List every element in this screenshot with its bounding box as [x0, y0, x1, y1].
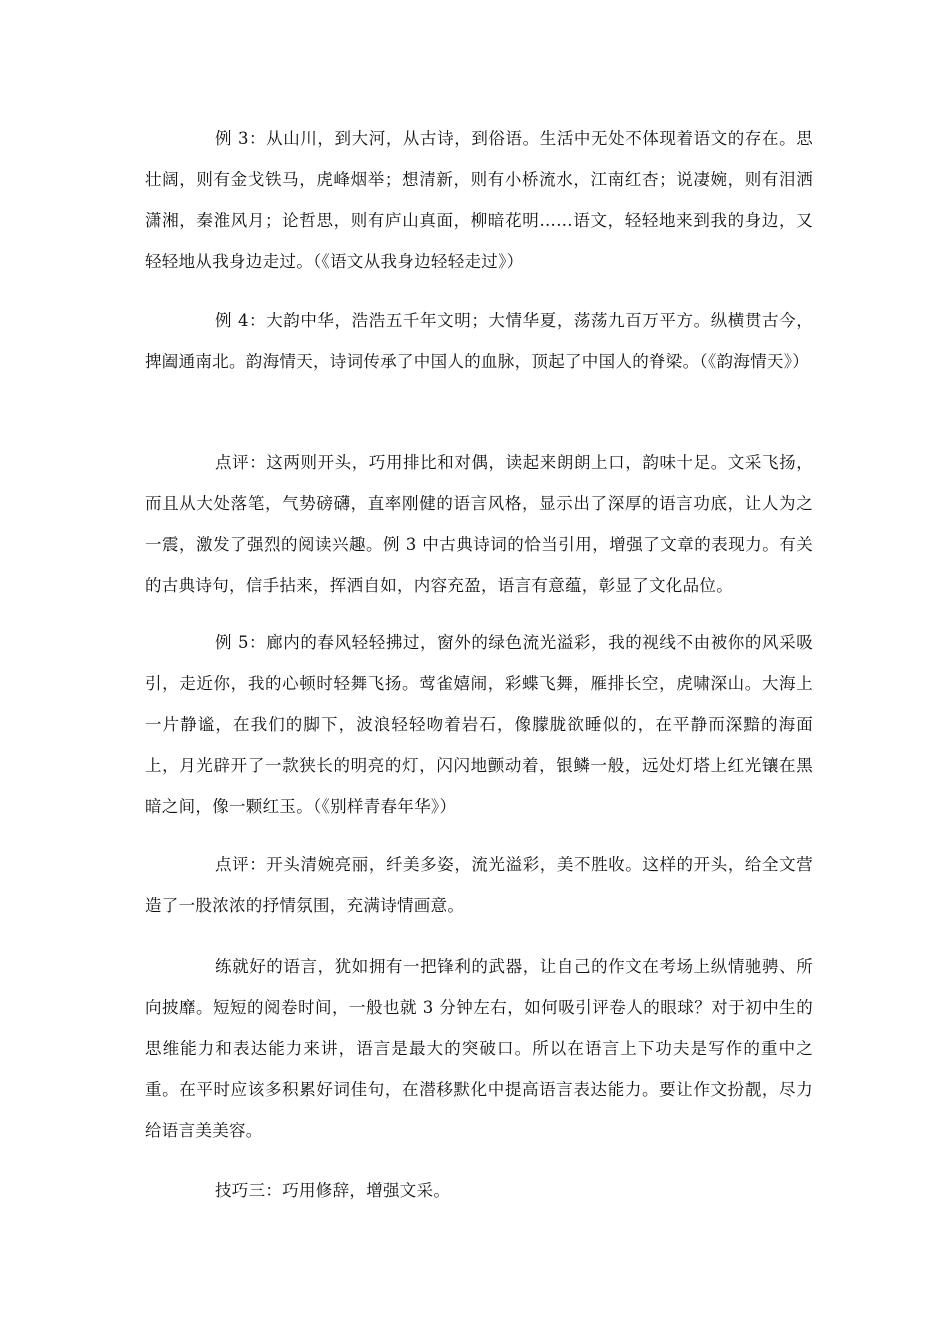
paragraph-technique-3-heading: 技巧三：巧用修辞，增强文采。: [215, 1181, 451, 1200]
paragraph-comment-2: 点评：开头清婉亮丽，纤美多姿，流光溢彩，美不胜收。这样的开头，给全文营造了一股浓浓的抒情氛围，充满诗情画意。: [145, 855, 813, 915]
paragraph-comment-1: 点评：这两则开头，巧用排比和对偶，读起来朗朗上口，韵味十足。文采飞扬，而且从大处落笔，气势磅礴，直率刚健的语言风格，显示出了深厚的语言功底，让人为之一震，激发了强烈的阅读兴趣。例 3 中古典诗词的恰当引用，增强了文章的表现力。有关的古典诗句，信手拈来，挥洒自如，内容充盈，语言有意蕴，彰显了文化品位。: [145, 453, 813, 595]
paragraph-example-5: 例 5：廊内的春风轻轻拂过，窗外的绿色流光溢彩，我的视线不由被你的风采吸引，走近你，我的心顿时轻舞飞扬。莺雀嬉闹，彩蝶飞舞，雁排长空，虎啸深山。大海上一片静谧，在我们的脚下，波浪轻轻吻着岩石，像朦胧欲睡似的，在平静而深黯的海面上，月光辟开了一款狭长的明亮的灯，闪闪地颤动着，银鳞一般，远处灯塔上红光镶在黑暗之间，像一颗红玉。（《别样青春年华》）: [145, 633, 813, 816]
paragraph-example-4: 例 4：大韵中华，浩浩五千年文明；大情华夏，荡荡九百万平方。纵横贯古今，捭阖通南北。韵海情天，诗词传承了中国人的血脉，顶起了中国人的脊梁。（《韵海情天》）: [145, 311, 813, 371]
paragraph-language-tips: 练就好的语言，犹如拥有一把锋利的武器，让自己的作文在考场上纵情驰骋、所向披靡。短短的阅卷时间，一般也就 3 分钟左右，如何吸引评卷人的眼球？对于初中生的思维能力和表达能力来讲，语言是最大的突破口。所以在语言上下功夫是写作的重中之重。在平时应该多积累好词佳句，在潜移默化中提高语言表达能力。要让作文扮靓，尽力给语言美美容。: [145, 957, 813, 1140]
paragraph-example-3: 例 3：从山川，到大河，从古诗，到俗语。生活中无处不体现着语文的存在。思壮阔，则有金戈铁马，虎峰烟举；想清新，则有小桥流水，江南红杏；说凄婉，则有泪洒潇湘，秦淮风月；论哲思，则有庐山真面，柳暗花明……语文，轻轻地来到我的身边，又轻轻地从我身边走过。（《语文从我身边轻轻走过》）: [145, 129, 813, 271]
